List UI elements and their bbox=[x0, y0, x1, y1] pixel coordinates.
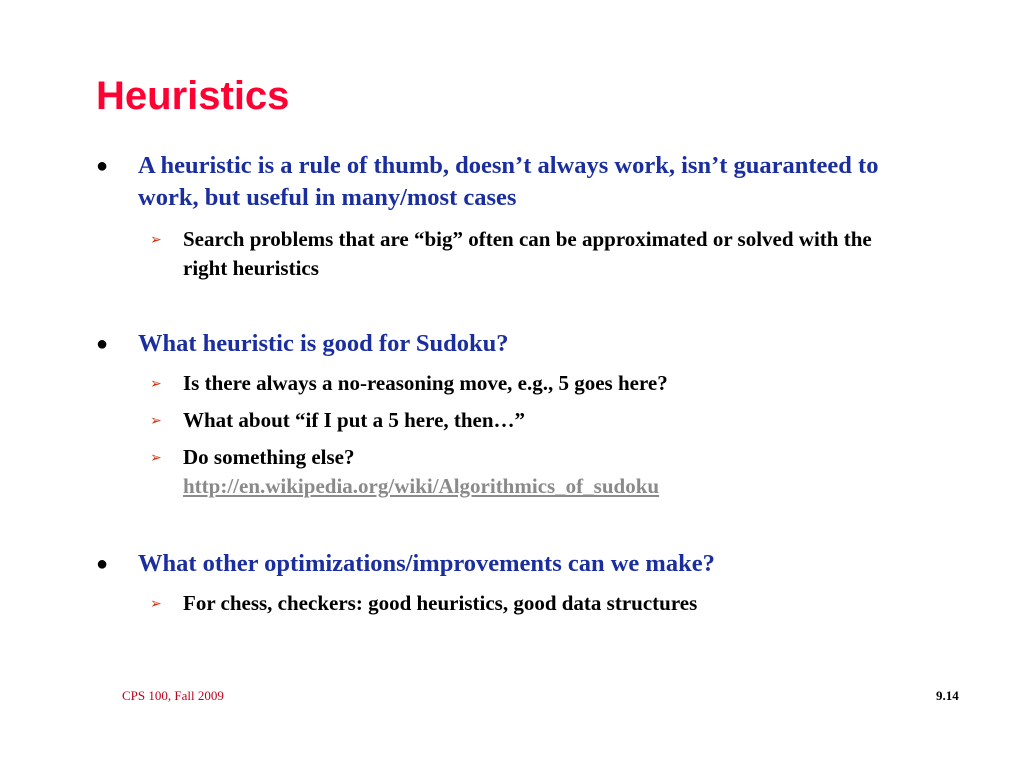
sub-bullet-item bbox=[150, 589, 910, 618]
sub-bullet-text: Is there always a no-reasoning move, e.g., 5 goes here? bbox=[183, 371, 668, 395]
bullet-icon: ● bbox=[96, 155, 109, 177]
sub-bullet-item bbox=[150, 406, 910, 435]
bullet-text: What other optimizations/improvements can we make? bbox=[138, 550, 715, 577]
sub-bullet-item bbox=[150, 225, 910, 283]
slide-number: 9.14 bbox=[936, 688, 959, 703]
bullet-item bbox=[96, 548, 916, 580]
sub-bullet-text: Do something else? bbox=[183, 445, 355, 469]
arrow-icon: ➢ bbox=[150, 597, 162, 612]
bullet-item bbox=[96, 328, 916, 360]
bullet-item bbox=[96, 150, 916, 214]
arrow-icon: ➢ bbox=[150, 233, 162, 248]
arrow-icon: ➢ bbox=[150, 377, 162, 392]
bullet-icon: ● bbox=[96, 333, 109, 355]
bullet-icon: ● bbox=[96, 553, 109, 575]
sub-bullet-item bbox=[150, 369, 910, 398]
arrow-icon: ➢ bbox=[150, 414, 162, 429]
sub-bullet-text: What about “if I put a 5 here, then…” bbox=[183, 408, 526, 432]
arrow-icon: ➢ bbox=[150, 451, 162, 466]
slide-title: Heuristics bbox=[96, 74, 290, 118]
sub-bullet-item bbox=[150, 443, 910, 501]
sub-bullet-text: Search problems that are “big” often can be approximated or solved with the right heuristics bbox=[183, 227, 872, 280]
bullet-text: What heuristic is good for Sudoku? bbox=[138, 330, 509, 357]
sub-bullet-text: For chess, checkers: good heuristics, good data structures bbox=[183, 591, 698, 615]
wikipedia-link[interactable]: http://en.wikipedia.org/wiki/Algorithmics_of_sudoku bbox=[183, 474, 660, 498]
bullet-text: A heuristic is a rule of thumb, doesn’t always work, isn’t guaranteed to work, but useful in many/most cases bbox=[138, 152, 879, 211]
footer-course: CPS 100, Fall 2009 bbox=[122, 688, 224, 703]
